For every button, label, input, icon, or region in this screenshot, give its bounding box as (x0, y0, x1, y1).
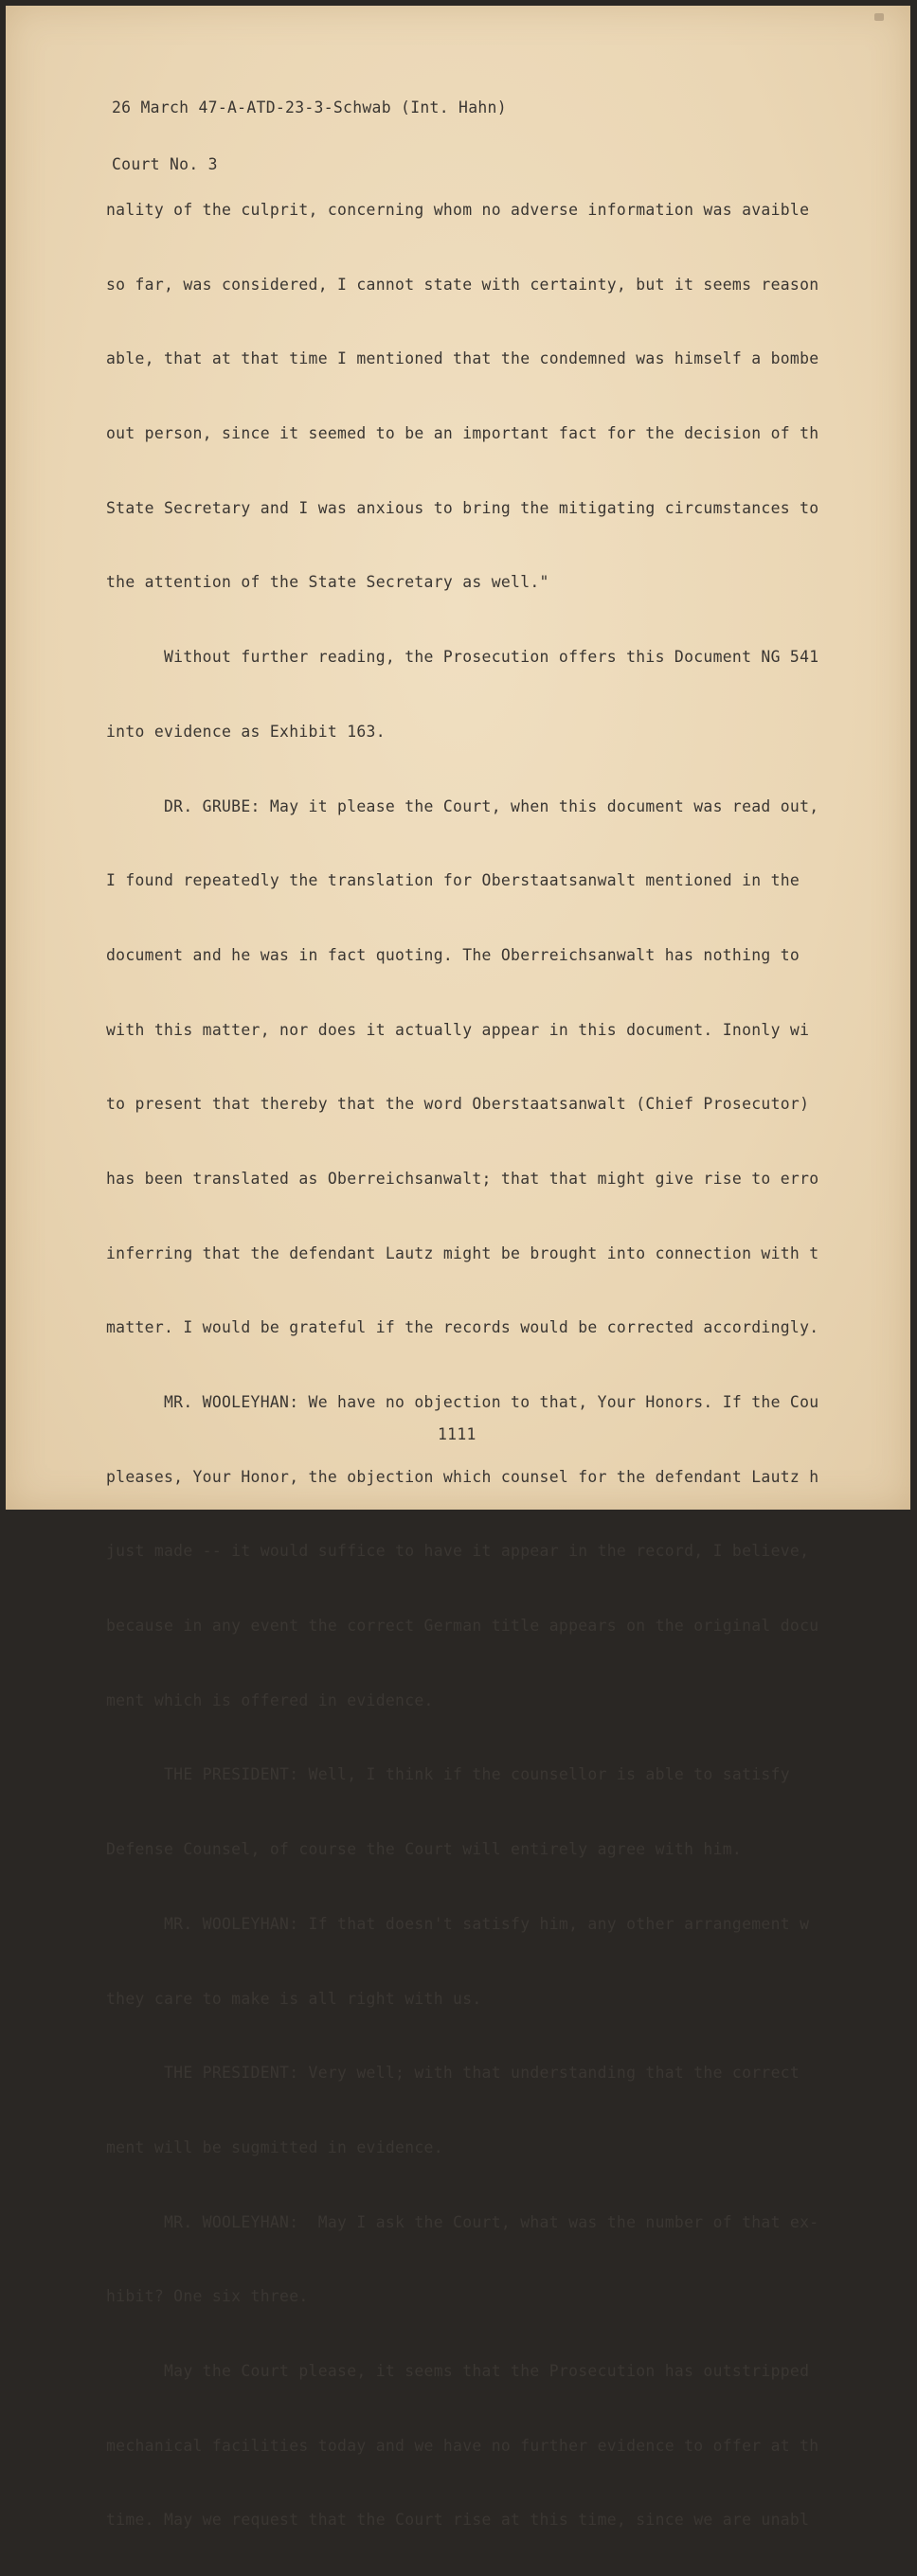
text-line: mechanical facilities today and we have no further evidence to offer at th (106, 2436, 819, 2455)
document-page (6, 6, 910, 2530)
transcript-body (106, 155, 836, 2576)
text-line: State Secretary and I was anxious to bring the mitigating circumstances to (106, 498, 819, 517)
text-line: they care to make is all right with us. (106, 1989, 482, 2008)
text-line: nality of the culprit, concerning whom no adverse information was avaible (106, 201, 810, 219)
page-number: 1111 (438, 1425, 476, 1443)
text-line: hibit? One six three. (106, 2287, 309, 2306)
text-line: pleases, Your Honor, the objection which counsel for the defendant Lautz h (106, 1467, 819, 1486)
text-line: able, that at that time I mentioned that the condemned was himself a bombe (106, 349, 819, 368)
text-line: MR. WOOLEYHAN: We have no objection to that, Your Honors. If the Cou (106, 1393, 819, 1411)
text-line: Defense Counsel, of course the Court will entirely agree with him. (106, 1840, 743, 1859)
text-line: THE PRESIDENT: Very well; with that understanding that the correct (106, 2064, 800, 2083)
text-line: MR. WOOLEYHAN: If that doesn't satisfy him, any other arrangement w (106, 1914, 810, 1933)
text-line: just made -- it would suffice to have it appear in the record, I believe, (106, 1542, 810, 1561)
text-line: has been translated as Oberreichsanwalt; that that might give rise to erro (106, 1169, 819, 1188)
text-line: to present that thereby that the word Oberstaatsanwalt (Chief Prosecutor) (106, 1095, 810, 1114)
text-line: into evidence as Exhibit 163. (106, 722, 386, 741)
text-line: because in any event the correct German title appears on the original docu (106, 1617, 819, 1636)
text-line: document and he was in fact quoting. The Oberreichsanwalt has nothing to (106, 945, 800, 964)
text-line: with this matter, nor does it actually appear in this document. Inonly wi (106, 1020, 810, 1039)
text-line: May the Court please, it seems that the Prosecution has outstripped (106, 2361, 810, 2380)
text-line: time. May we request that the Court rise at this time, since we are unabl (106, 2511, 810, 2530)
text-line: ment will be sugmitted in evidence. (106, 2138, 443, 2156)
text-line: I found repeatedly the translation for Oberstaatsanwalt mentioned in the (106, 871, 800, 890)
text-line: out person, since it seemed to be an important fact for the decision of th (106, 424, 819, 443)
text-line: so far, was considered, I cannot state with certainty, but it seems reason (106, 275, 819, 294)
text-line: DR. GRUBE: May it please the Court, when this document was read out, (106, 796, 819, 815)
text-line: Without further reading, the Prosecution offers this Document NG 541 (106, 648, 819, 667)
header-line-2: Court No. 3 (112, 155, 218, 173)
text-line: ment which is offered in evidence. (106, 1690, 434, 1709)
corner-mark (874, 13, 884, 21)
text-line: MR. WOOLEYHAN: May I ask the Court, what was the number of that ex- (106, 2212, 819, 2231)
text-line: inferring that the defendant Lautz might be brought into connection with t (106, 1243, 819, 1262)
header-line-1: 26 March 47-A-ATD-23-3-Schwab (Int. Hahn) (112, 98, 507, 116)
text-line: THE PRESIDENT: Well, I think if the counsellor is able to satisfy (106, 1765, 790, 1784)
text-line: matter. I would be grateful if the records would be corrected accordingly. (106, 1318, 819, 1337)
text-line: the attention of the State Secretary as well." (106, 573, 549, 592)
